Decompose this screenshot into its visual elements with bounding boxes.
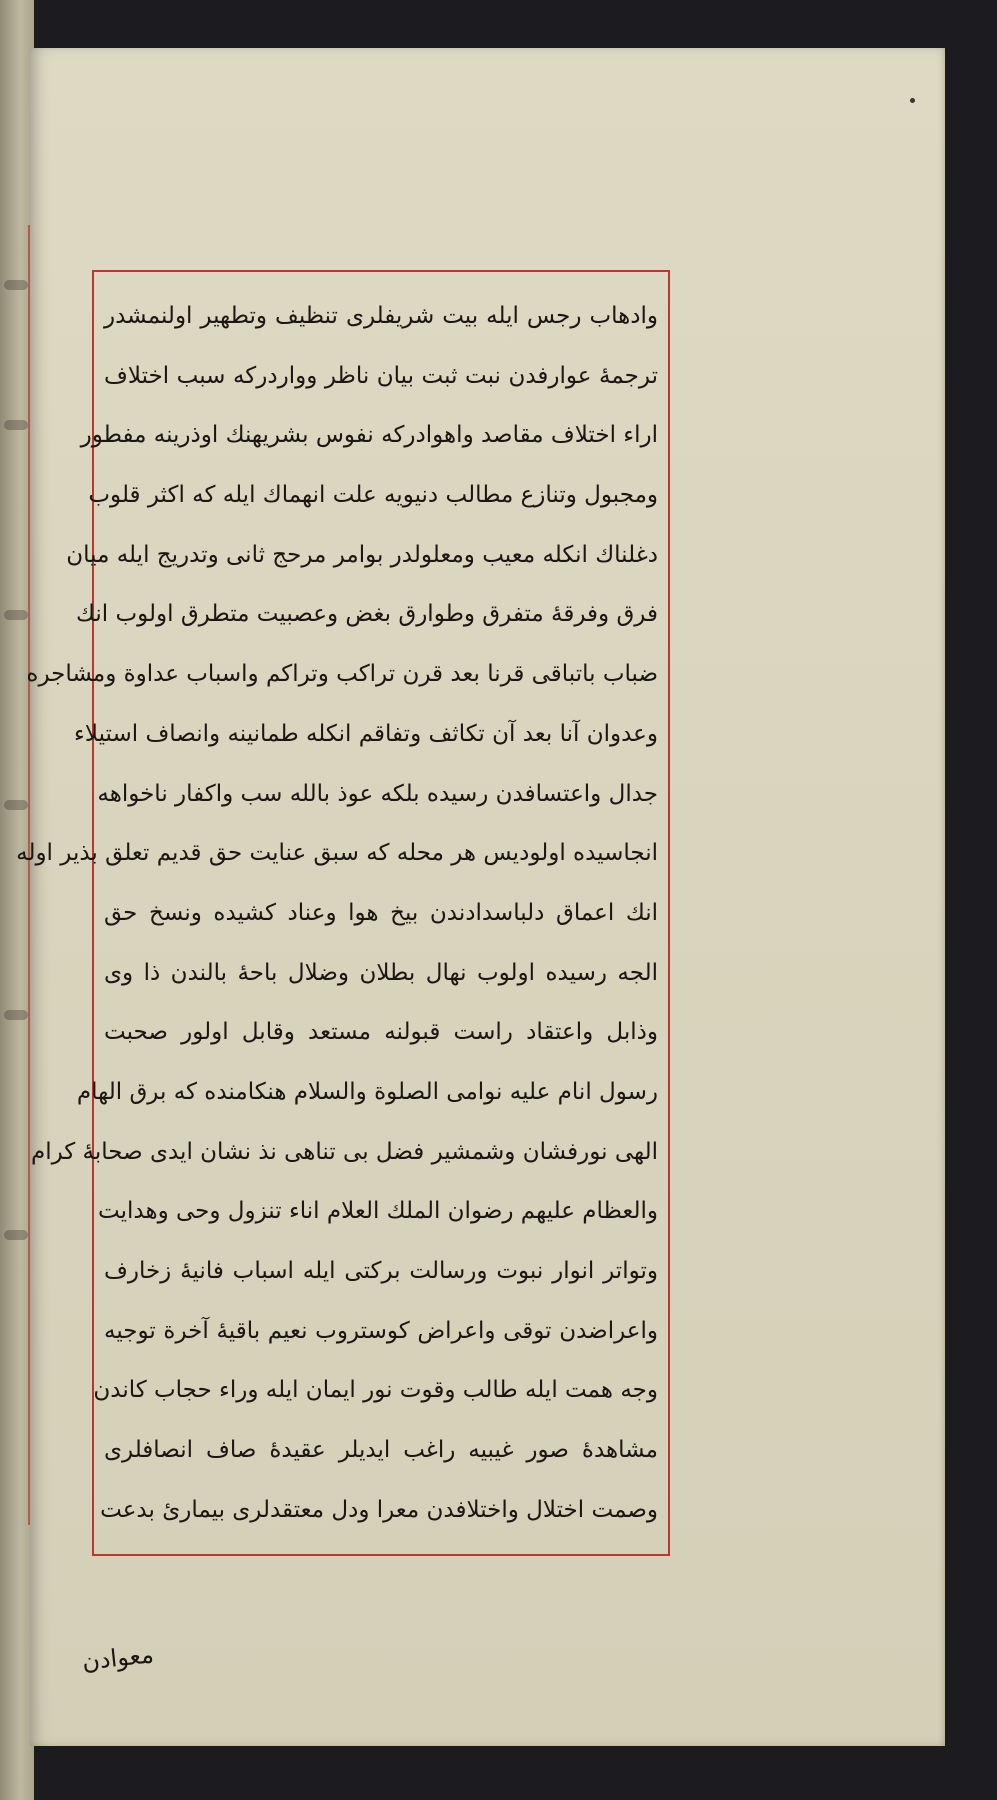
catchword: معوادن [80,1640,156,1676]
text-line: واعراضدن توقی واعراض کوستروب نعیم باقیهٔ آخرة توجیه [104,1317,658,1344]
text-line: جدال واعتسافدن رسیده بلکه عوذ بالله سب واکفار ناخواهه [97,780,658,807]
text-frame-red-rule [16,270,670,1556]
text-line: دغلناك انکله معیب ومعلولدر بوامر مرحج ثانی وتدریج ایله میان [66,541,658,568]
text-line: وذابل واعتقاد راست قبولنه مستعد وقابل اولور صحبت [104,1019,658,1046]
text-line: الجه رسیده اولوب نهال بطلان وضلال باحهٔ بالندن ذا وی [104,959,658,986]
text-line: وتواتر انوار نبوت ورسالت برکتی ایله اسباب فانیهٔ زخارف [104,1258,658,1284]
text-line: ومجبول وتنازع مطالب دنیویه علت انهماك ایله که اکثر قلوب [88,482,658,509]
text-line: وجه همت ایله طالب وقوت نور ایمان ایله وراء حجاب کاندن [93,1377,658,1404]
text-line: ضباب باتباقی قرنا بعد قرن تراکب وتراکم واسباب عداوة ومشاجره [26,661,658,688]
facing-page-ink-fragment [4,1230,28,1240]
text-line: والعظام علیهم رضوان الملك العلام اناء تنزول وحی وهدایت [98,1198,658,1225]
facing-page-ink-fragment [4,420,28,430]
facing-page-ink-fragment [4,1010,28,1020]
text-line: ترجمهٔ عوارفدن نبت ثبت بیان ناظر وواردرکه سبب اختلاف [104,362,658,389]
text-line: فرق وفرقهٔ متفرق وطوارق بغض وعصبیت متطرق اولوب انك [76,601,658,628]
manuscript-page [16,48,945,1746]
text-line: وادهاب رجس ایله بیت شریفلری تنظیف وتطهیر اولنمشدر [104,303,658,329]
text-line: وعدوان آنا بعد آن تکاثف وتفاقم انکله طمانینه وانصاف استیلاء [74,720,658,747]
text-line: رسول انام علیه نوامی الصلوة والسلام هنکامنده که برق الهام [76,1078,658,1105]
text-line: انك اعماق دلباسدادندن بیخ هوا وعناد کشیده ونسخ حق [104,899,658,926]
facing-page-ink-fragment [4,280,28,290]
text-line: اراء اختلاف مقاصد واهوادرکه نفوس بشریهنك اوذرینه مفطور [80,422,658,449]
text-line: الهی نورفشان وشمشیر فضل بی تناهی نذ نشان ایدی صحابهٔ کرام [30,1138,658,1165]
facing-page-ink-fragment [4,800,28,810]
page-speck [910,98,915,103]
facing-page-ink-fragment [4,610,28,620]
text-block [16,290,658,1536]
text-line: انجاسیده اولودیس هر محله که سبق عنایت حق قدیم تعلق بذیر اوله [16,840,658,867]
text-line: وصمت اختلال واختلافدن معرا ودل معتقدلری بیمارئ بدعت [100,1496,658,1523]
text-line: مشاهدهٔ صور غیبیه راغب ایدیلر عقیدهٔ صاف انصافلری [104,1437,658,1464]
facing-page-edge [0,0,34,1800]
